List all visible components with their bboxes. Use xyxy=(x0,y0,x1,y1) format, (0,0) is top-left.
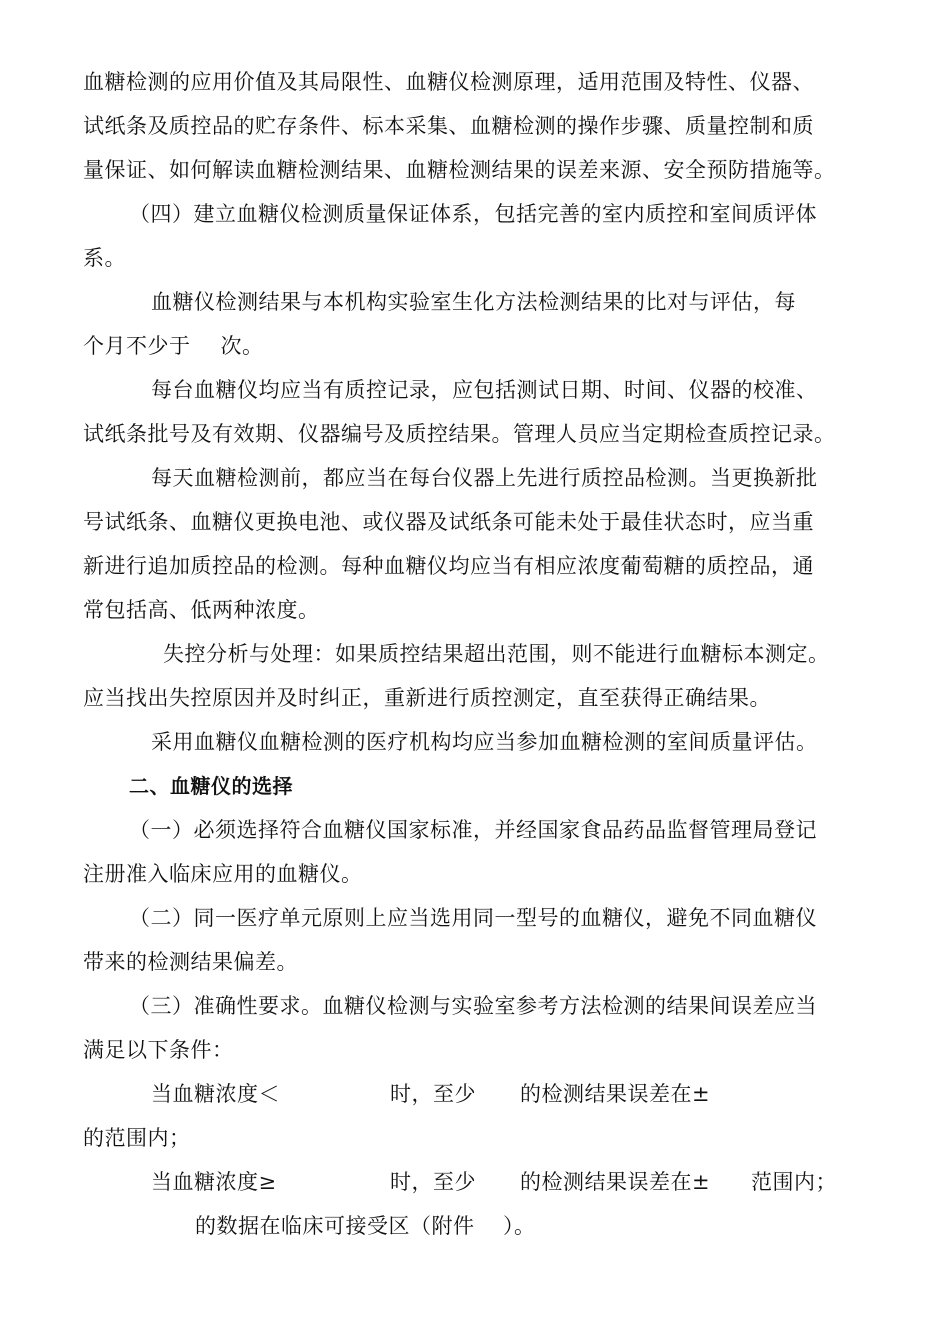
paragraph-line: 的范围内； xyxy=(83,1126,191,1150)
paragraph-line: 号试纸条、血糖仪更换电池、或仪器及试纸条可能未处于最佳状态时，应当重 xyxy=(83,510,814,534)
text-segment: 的检测结果误差在± xyxy=(520,1082,711,1106)
document-page xyxy=(83,60,843,1248)
paragraph-line: （二）同一医疗单元原则上应当选用同一型号的血糖仪，避免不同血糖仪 xyxy=(129,906,817,930)
paragraph-line: （四）建立血糖仪检测质量保证体系，包括完善的室内质控和室间质评体 xyxy=(129,202,817,226)
text-segment: 时，至少 xyxy=(390,1082,476,1106)
paragraph-line: 每台血糖仪均应当有质控记录，应包括测试日期、时间、仪器的校准、 xyxy=(151,378,818,402)
paragraph-line: 采用血糖仪血糖检测的医疗机构均应当参加血糖检测的室间质量评估。 xyxy=(151,730,818,754)
text-segment: 范围内； xyxy=(751,1170,837,1194)
paragraph-line: 血糖仪检测结果与本机构实验室生化方法检测结果的比对与评估，每 xyxy=(151,290,796,314)
paragraph-line: 量保证、如何解读血糖检测结果、血糖检测结果的误差来源、安全预防措施等。 xyxy=(83,158,836,182)
paragraph-line: 失控分析与处理：如果质控结果超出范围，则不能进行血糖标本测定。 xyxy=(163,642,830,666)
paragraph-line: 系。 xyxy=(83,246,126,270)
text-segment: 时，至少 xyxy=(390,1170,476,1194)
paragraph-line xyxy=(83,324,843,368)
paragraph-line xyxy=(83,1160,843,1204)
paragraph-line xyxy=(83,1204,843,1248)
paragraph-line: 试纸条批号及有效期、仪器编号及质控结果。管理人员应当定期检查质控记录。 xyxy=(83,422,836,446)
text-segment: 当血糖浓度＜ xyxy=(151,1082,280,1106)
text-segment: 个月不少于 xyxy=(83,334,191,358)
paragraph-line xyxy=(83,1072,843,1116)
paragraph-line: 血糖检测的应用价值及其局限性、血糖仪检测原理，适用范围及特性、仪器、 xyxy=(83,70,814,94)
paragraph-line: 带来的检测结果偏差。 xyxy=(83,950,298,974)
paragraph-line: （一）必须选择符合血糖仪国家标准，并经国家食品药品监督管理局登记 xyxy=(129,818,817,842)
paragraph-line: 试纸条及质控品的贮存条件、标本采集、血糖检测的操作步骤、质量控制和质 xyxy=(83,114,814,138)
text-segment: 当血糖浓度≥ xyxy=(151,1170,277,1194)
text-segment: 的数据在临床可接受区（附件 xyxy=(195,1214,475,1238)
paragraph-line: 注册准入临床应用的血糖仪。 xyxy=(83,862,363,886)
text-segment: 次。 xyxy=(220,334,264,358)
section-heading: 二、血糖仪的选择 xyxy=(129,774,293,798)
paragraph-line: 满足以下条件： xyxy=(83,1038,234,1062)
paragraph-line: 常包括高、低两种浓度。 xyxy=(83,598,320,622)
text-segment: 的检测结果误差在± xyxy=(520,1170,711,1194)
paragraph-line: （三）准确性要求。血糖仪检测与实验室参考方法检测的结果间误差应当 xyxy=(129,994,817,1018)
paragraph-line: 新进行追加质控品的检测。每种血糖仪均应当有相应浓度葡萄糖的质控品，通 xyxy=(83,554,814,578)
paragraph-line: 应当找出失控原因并及时纠正，重新进行质控测定，直至获得正确结果。 xyxy=(83,686,771,710)
text-segment: ）。 xyxy=(503,1214,536,1238)
paragraph-line: 每天血糖检测前，都应当在每台仪器上先进行质控品检测。当更换新批 xyxy=(151,466,818,490)
